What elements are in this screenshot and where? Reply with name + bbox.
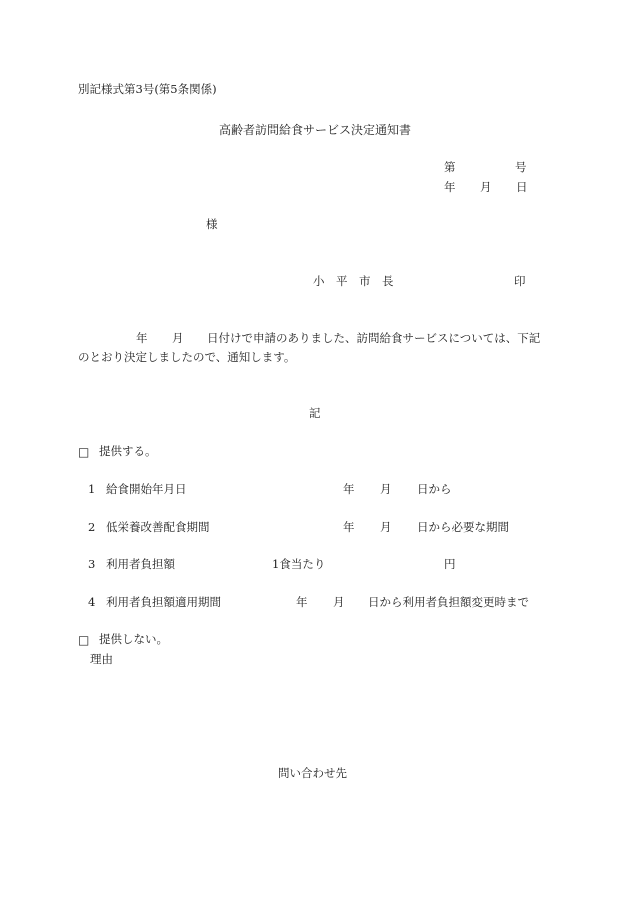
seal-mark: 印: [514, 274, 526, 288]
recipient-suffix: 様: [206, 217, 218, 231]
option-not-provide-label: 提供しない。: [99, 632, 168, 646]
item-4-year: 年: [296, 595, 308, 609]
date-year: 年: [444, 180, 456, 194]
item-3-unit: 円: [444, 557, 456, 571]
item-1-tail: 日から: [417, 482, 452, 496]
item-4-number: 4: [88, 595, 96, 609]
item-2-year: 年: [343, 520, 355, 534]
ki-heading: 記: [309, 406, 321, 420]
body-month: 月: [172, 331, 184, 345]
item-4-label: 利用者負担額適用期間: [106, 595, 221, 609]
body-year: 年: [136, 331, 148, 345]
item-3-number: 3: [88, 557, 96, 571]
item-2-month: 月: [380, 520, 392, 534]
item-4-tail: 日から利用者負担額変更時まで: [368, 595, 529, 609]
doc-number-suffix: 号: [515, 160, 527, 174]
item-1-year: 年: [343, 482, 355, 496]
body-line-2: のとおり決定しましたので、通知します。: [78, 350, 296, 364]
item-2-label: 低栄養改善配食期間: [106, 520, 210, 534]
item-1-number: 1: [88, 482, 96, 496]
item-2-number: 2: [88, 520, 96, 534]
checkbox-not-provide[interactable]: □: [78, 633, 90, 647]
doc-number-prefix: 第: [444, 160, 456, 174]
date-month: 月: [480, 180, 492, 194]
item-3-per-meal: 1食当たり: [272, 557, 326, 571]
item-1-label: 給食開始年月日: [106, 482, 187, 496]
issuer-name: 小 平 市 長: [313, 274, 394, 288]
item-3-label: 利用者負担額: [106, 557, 175, 571]
document-title: 高齢者訪問給食サービス決定通知書: [219, 123, 412, 137]
item-1-month: 月: [380, 482, 392, 496]
item-4-month: 月: [333, 595, 345, 609]
option-provide-label: 提供する。: [99, 444, 157, 458]
body-line-1: 日付けで申請のありました、訪問給食サービスについては、下記: [207, 331, 541, 345]
item-2-tail: 日から必要な期間: [417, 520, 509, 534]
date-day: 日: [516, 180, 528, 194]
form-number: 別記様式第3号(第5条関係): [78, 82, 217, 96]
checkbox-provide[interactable]: □: [78, 445, 90, 459]
reason-label: 理由: [90, 652, 113, 666]
contact-label: 問い合わせ先: [278, 766, 347, 780]
